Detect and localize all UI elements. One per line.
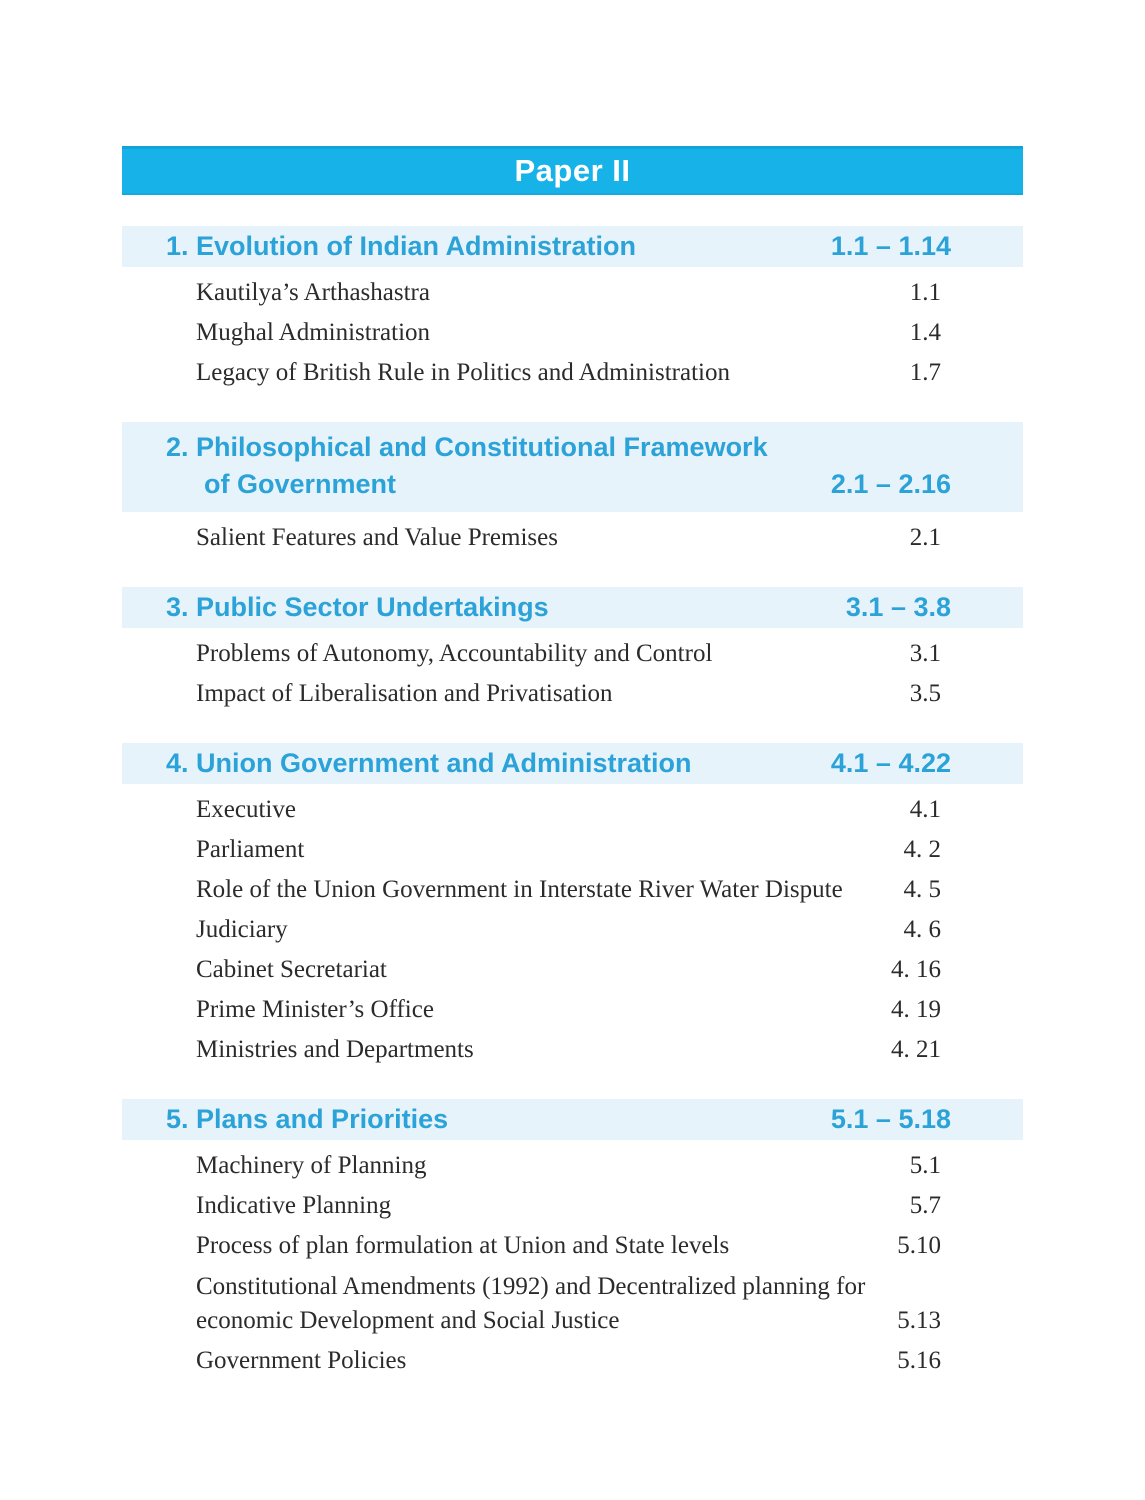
section-page-range: 5.1 – 5.18 <box>830 1104 951 1134</box>
entry-label-line: economic Development and Social Justice <box>196 1307 620 1334</box>
section-title <box>166 1101 448 1138</box>
entry-label <box>196 1270 865 1338</box>
entry-label: Indicative Planning <box>196 1192 392 1219</box>
section-page-range: 2.1 – 2.16 <box>830 469 951 499</box>
section-page-range: 1.1 – 1.14 <box>830 231 951 261</box>
toc-entry <box>122 910 1023 950</box>
toc-entry <box>122 273 1023 313</box>
section-title-line: 5. Plans and Priorities <box>166 1104 449 1134</box>
section-1 <box>122 226 1023 393</box>
entry-page-number: 5.16 <box>897 1347 941 1374</box>
section-title <box>166 429 768 503</box>
entry-label: Parliament <box>196 836 305 863</box>
section-page-range: 4.1 – 4.22 <box>830 748 951 778</box>
entry-page-number: 2.1 <box>909 524 941 551</box>
entry-label: Role of the Union Government in Interstate River Water Dispute <box>196 876 843 903</box>
paper-banner-title: Paper II <box>514 153 631 188</box>
toc-entry <box>122 1266 1023 1341</box>
sections-container <box>122 226 1023 1381</box>
section-header-5 <box>122 1099 1023 1140</box>
toc-entry <box>122 1186 1023 1226</box>
section-title-line: 3. Public Sector Undertakings <box>166 592 549 622</box>
toc-entry <box>122 870 1023 910</box>
section-header-4 <box>122 743 1023 784</box>
section-title <box>166 228 636 265</box>
section-2 <box>122 422 1023 558</box>
entry-page-number: 3.1 <box>909 640 941 667</box>
entry-label: Legacy of British Rule in Politics and Administration <box>196 359 730 386</box>
toc-entry <box>122 990 1023 1030</box>
toc-entry <box>122 353 1023 393</box>
section-header-1 <box>122 226 1023 267</box>
section-header-3 <box>122 587 1023 628</box>
entry-page-number: 4. 21 <box>891 1036 941 1063</box>
section-items <box>122 634 1023 714</box>
entry-page-number: 4. 2 <box>903 836 941 863</box>
section-3 <box>122 587 1023 714</box>
entry-page-number: 1.1 <box>909 279 941 306</box>
toc-entry <box>122 1341 1023 1381</box>
toc-entry <box>122 518 1023 558</box>
section-items <box>122 518 1023 558</box>
toc-entry <box>122 1226 1023 1266</box>
entry-label: Judiciary <box>196 916 288 943</box>
section-title-line: 2. Philosophical and Constitutional Framework <box>166 432 768 462</box>
section-title <box>166 589 549 626</box>
section-title-line: 1. Evolution of Indian Administration <box>166 231 636 261</box>
toc-entry <box>122 634 1023 674</box>
entry-label-line: Constitutional Amendments (1992) and Decentralized planning for <box>196 1273 866 1300</box>
toc-entry <box>122 1030 1023 1070</box>
toc-entry <box>122 950 1023 990</box>
entry-label: Prime Minister’s Office <box>196 996 434 1023</box>
toc-entry <box>122 313 1023 353</box>
entry-label: Government Policies <box>196 1347 407 1374</box>
entry-label: Process of plan formulation at Union and State levels <box>196 1232 730 1259</box>
entry-page-number: 4. 6 <box>903 916 941 943</box>
entry-label: Mughal Administration <box>196 319 431 346</box>
entry-page-number: 5.1 <box>909 1152 941 1179</box>
paper-banner <box>122 146 1023 195</box>
section-page-range: 3.1 – 3.8 <box>845 592 951 622</box>
entry-page-number: 4.1 <box>909 796 941 823</box>
entry-page-number: 5.7 <box>909 1192 941 1219</box>
toc-entry <box>122 674 1023 714</box>
entry-label: Executive <box>196 796 296 823</box>
section-title-line: of Government <box>204 469 397 499</box>
toc-content <box>122 146 1023 1381</box>
section-title-line: 4. Union Government and Administration <box>166 748 692 778</box>
entry-label: Machinery of Planning <box>196 1152 427 1179</box>
entry-page-number: 5.10 <box>897 1232 941 1259</box>
entry-page-number: 1.4 <box>909 319 941 346</box>
entry-page-number: 4. 5 <box>903 876 941 903</box>
entry-page-number: 5.13 <box>897 1307 941 1334</box>
entry-page-number: 4. 19 <box>891 996 941 1023</box>
section-items <box>122 273 1023 393</box>
section-4 <box>122 743 1023 1070</box>
entry-label: Problems of Autonomy, Accountability and Control <box>196 640 713 667</box>
entry-page-number: 3.5 <box>909 680 941 707</box>
toc-entry <box>122 830 1023 870</box>
entry-page-number: 4. 16 <box>891 956 941 983</box>
entry-page-number: 1.7 <box>909 359 941 386</box>
section-items <box>122 790 1023 1070</box>
entry-label: Kautilya’s Arthashastra <box>196 279 430 306</box>
section-header-2 <box>122 422 1023 512</box>
toc-entry <box>122 1146 1023 1186</box>
section-items <box>122 1146 1023 1381</box>
entry-label: Ministries and Departments <box>196 1036 474 1063</box>
section-5 <box>122 1099 1023 1381</box>
toc-entry <box>122 790 1023 830</box>
entry-label: Salient Features and Value Premises <box>196 524 558 551</box>
section-title <box>166 745 692 782</box>
entry-label: Cabinet Secretariat <box>196 956 387 983</box>
entry-label: Impact of Liberalisation and Privatisation <box>196 680 613 707</box>
